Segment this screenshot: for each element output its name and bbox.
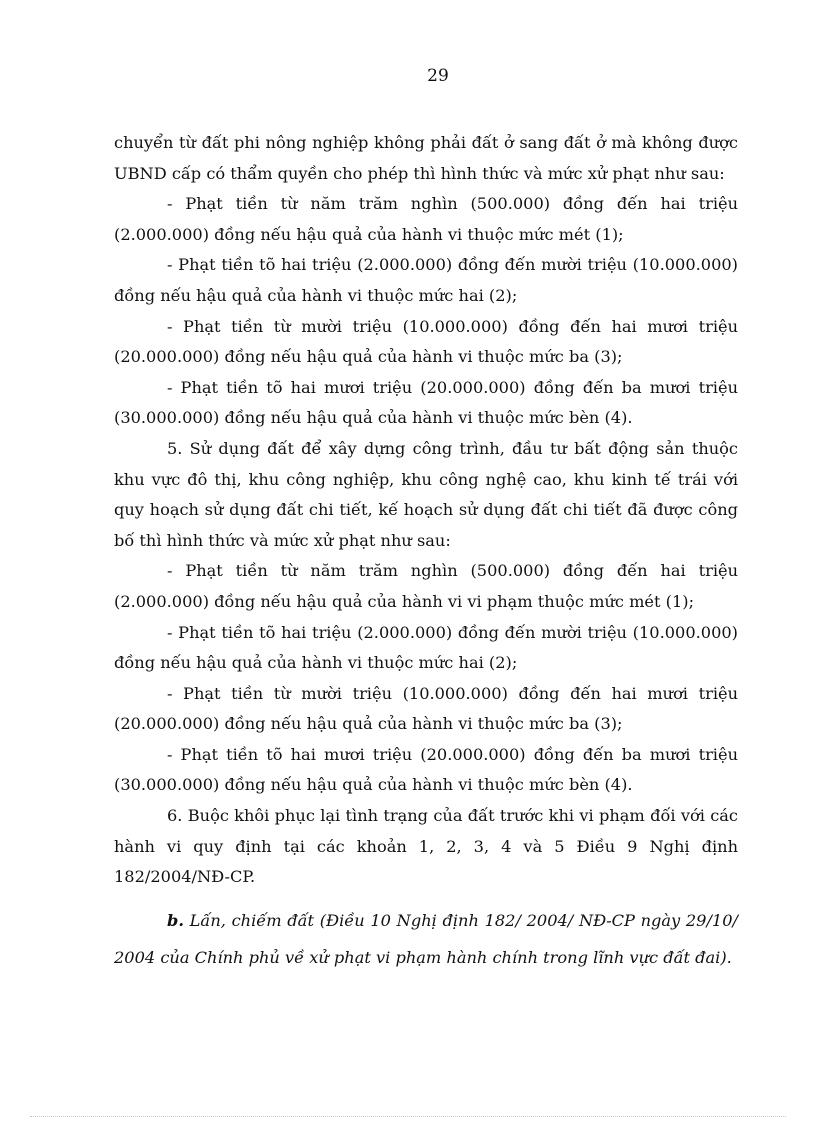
paragraph-continuation: chuyển từ đất phi nông nghiệp không phải đất ở sang đất ở mà không được UBND cấp có thẩm quyền cho phép thì hình thức và mức xử phạt như sau: <box>114 133 738 183</box>
page-bottom-divider <box>30 1116 786 1117</box>
section-b-text: Lấn, chiếm đất (Điều 10 Nghị định 182/ 2004/ NĐ-CP ngày 29/10/ 2004 của Chính phủ về xử phạt vi phạm hành chính trong lĩnh vực đất đai). <box>114 911 738 967</box>
document-body <box>114 128 738 893</box>
page-number: 29 <box>427 66 449 86</box>
penalty-item-level-3: - Phạt tiền từ mười triệu (10.000.000) đồng đến hai mươi triệu (20.000.000) đồng nếu hậu quả của hành vi thuộc mức ba (3); <box>114 316 738 367</box>
penalty-item-level-4: - Phạt tiền tõ hai mươi triệu (20.000.000) đồng đến ba mươi triệu (30.000.000) đồng nếu hậu quả của hành vi thuộc mức bèn (4). <box>114 377 738 428</box>
penalty-item-level-2: - Phạt tiền tõ hai triệu (2.000.000) đồng đến mười triệu (10.000.000) đồng nếu hậu quả của hành vi thuộc mức hai (2); <box>114 255 738 305</box>
penalty-item-level-2: - Phạt tiền tõ hai triệu (2.000.000) đồng đến mười triệu (10.000.000) đồng nếu hậu quả của hành vi thuộc mức hai (2); <box>114 622 738 673</box>
clause-6: 6. Buộc khôi phục lại tình trạng của đất trước khi vi phạm đối với các hành vi quy định tại các khoản 1, 2, 3, 4 và 5 Điều 9 Nghị định 182/2004/NĐ-CP. <box>114 806 738 887</box>
penalty-item-level-1: - Phạt tiền từ năm trăm nghìn (500.000) đồng đến hai triệu (2.000.000) đồng nếu hậu quả của hành vi thuộc mức mét (1); <box>114 194 738 244</box>
clause-5: 5. Sử dụng đất để xây dựng công trình, đầu tư bất động sản thuộc khu vực đô thị, khu công nghiệp, khu công nghệ cao, khu kinh tế trái với quy hoạch sử dụng đất chi tiết, kế hoạch sử dụng đất chi tiết đã được công bố thì hình thức và mức xử phạt như sau: <box>114 438 738 550</box>
penalty-item-level-1: - Phạt tiền từ năm trăm nghìn (500.000) đồng đến hai triệu (2.000.000) đồng nếu hậu quả của hành vi vi phạm thuộc mức mét (1); <box>114 561 738 611</box>
section-b-lead: b. <box>167 911 184 930</box>
section-b-heading <box>114 902 738 976</box>
penalty-item-level-3: - Phạt tiền từ mười triệu (10.000.000) đồng đến hai mươi triệu (20.000.000) đồng nếu hậu quả của hành vi thuộc mức ba (3); <box>114 683 738 734</box>
penalty-item-level-4: - Phạt tiền tõ hai mươi triệu (20.000.000) đồng đến ba mươi triệu (30.000.000) đồng nếu hậu quả của hành vi thuộc mức bèn (4). <box>114 744 738 795</box>
